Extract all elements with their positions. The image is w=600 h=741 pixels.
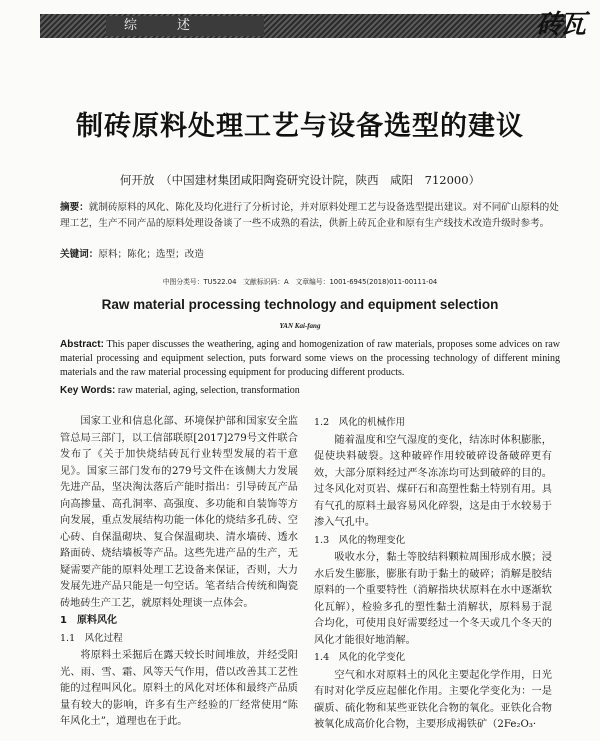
subsection-heading: 1.2 风化的机械作用: [314, 417, 406, 428]
body-column-left: [60, 414, 298, 731]
subsection-heading: 1.3 风化的物理变化: [314, 534, 406, 546]
author-affiliation: 何开放 （中国建材集团咸阳陶瓷研究设计院，陕西 咸阳 712000）: [119, 173, 481, 187]
author-en: YAN Kai-fang: [279, 322, 321, 330]
keywords-cn-text: 原料；陈化；选型；改造: [98, 249, 204, 260]
abstract-en: [60, 338, 560, 380]
section-heading: 1 原料风化: [60, 615, 117, 626]
keywords-en: [60, 384, 560, 398]
journal-logo: 砖瓦: [535, 10, 584, 40]
abstract-cn: [60, 200, 560, 232]
body-paragraph: 吸收水分，黏土等胶结料颗粒周围形成水膜；浸水后发生膨胀，膨胀有助于黏土的破碎；消解是胶结原料的一个重要特性（消解指块状原料在水中逐渐软化瓦解），检验多孔的塑性黏土消解状，原料易于混合均化，可使用良好需要经过一个冬天或几个冬天的风化才能很好地消解。: [314, 552, 552, 646]
section-banner: [40, 14, 566, 38]
abstract-en-text: This paper discusses the weathering, aging and homogenization of raw materials, proposes some advices on raw material processing and equipment selection, puts forward some views on the processing technology of different mining materials and the raw material processing equipment for producing different products.: [60, 339, 560, 378]
subsection-heading: 1.4 风化的化学变化: [314, 652, 406, 663]
article-title: 制砖原料处理工艺与设备选型的建议: [76, 111, 524, 142]
keywords-en-label: Key Words:: [60, 385, 116, 396]
body-paragraph: 国家工业和信息化部、环境保护部和国家安全监管总局三部门，以工信部联原[2017]279号文件联合发布了《关于加快烧结砖瓦行业转型发展的若干意见》。国家三部门发布的279号文件在该侧大力发展先进产品，坚决淘汰落后产能时指出：引导砖瓦产品向高掺量、高孔洞率、高强度、多功能和自装饰等方向发展，重点发展结构功能一体化的烧结多孔砖、空心砖、自保温砌块、复合保温砌块、清水墙砖、透水路面砖、烧结墙板等产品。这些先进产品的生产，无疑需要产能的原料处理工艺设备来保证，否则，大力发展先进产品只能是一句空话。笔者结合传统和陶瓷砖地砖生产工艺，就原料处理谈一点体会。: [60, 416, 298, 609]
body-paragraph: 随着温度和空气湿度的变化，结冻时体积膨胀，促使块料破裂。这种破碎作用较破碎设备破碎更有效，大部分原料经过严冬冻冻均可达到破碎的目的。过冬风化对页岩、煤矸石和高塑性黏土特别有用。具有气孔的原料土最容易风化碎裂，这是由于水较易于渗入气孔中。: [314, 434, 552, 528]
article-title-en: Raw material processing technology and equipment selection: [101, 297, 499, 312]
abstract-en-label: Abstract:: [60, 339, 104, 350]
keywords-cn: [60, 248, 560, 262]
abstract-cn-label: 摘要：: [60, 202, 89, 213]
subsection-heading: 1.1 风化过程: [60, 632, 123, 644]
section-label: 综述: [106, 16, 264, 36]
body-paragraph: 将原料土采掘后在露天较长时间堆放，并经受阳光、雨、雪、霜、风等天气作用，借以改善其工艺性能的过程叫风化。原料土的风化对坯体和最终产品质量有较大的影响，许多有生产经验的厂经常使用“陈年风化土”，道理也在于此。: [60, 650, 298, 727]
keywords-en-text: raw material, aging, selection, transformation: [115, 385, 300, 396]
abstract-cn-text: 就制砖原料的风化、陈化及均化进行了分析讨论，并对原料处理工艺与设备选型提出建议。对不同矿山原料的处理工艺，生产不同产品的原料处理设备谈了一些不成熟的看法，供新上砖瓦企业和原有生产线技术改造升级时参考。: [60, 202, 559, 229]
keywords-cn-label: 关键词：: [60, 249, 99, 260]
classification-line: 中图分类号：TU522.04 文献标识码：A 文章编号：1001-6945(2018)011-00111-04: [162, 278, 438, 286]
body-column-right: [314, 414, 552, 734]
body-paragraph: 空气和水对原料土的风化主要起化学作用，日光有时对化学反应起催化作用。主要化学变化为：一是碳质、硫化物和某些亚铁化合物的氧化。亚铁化合物被氧化成高价化合物，主要形成褐铁矿（2Fe₂O₃·: [314, 669, 552, 730]
